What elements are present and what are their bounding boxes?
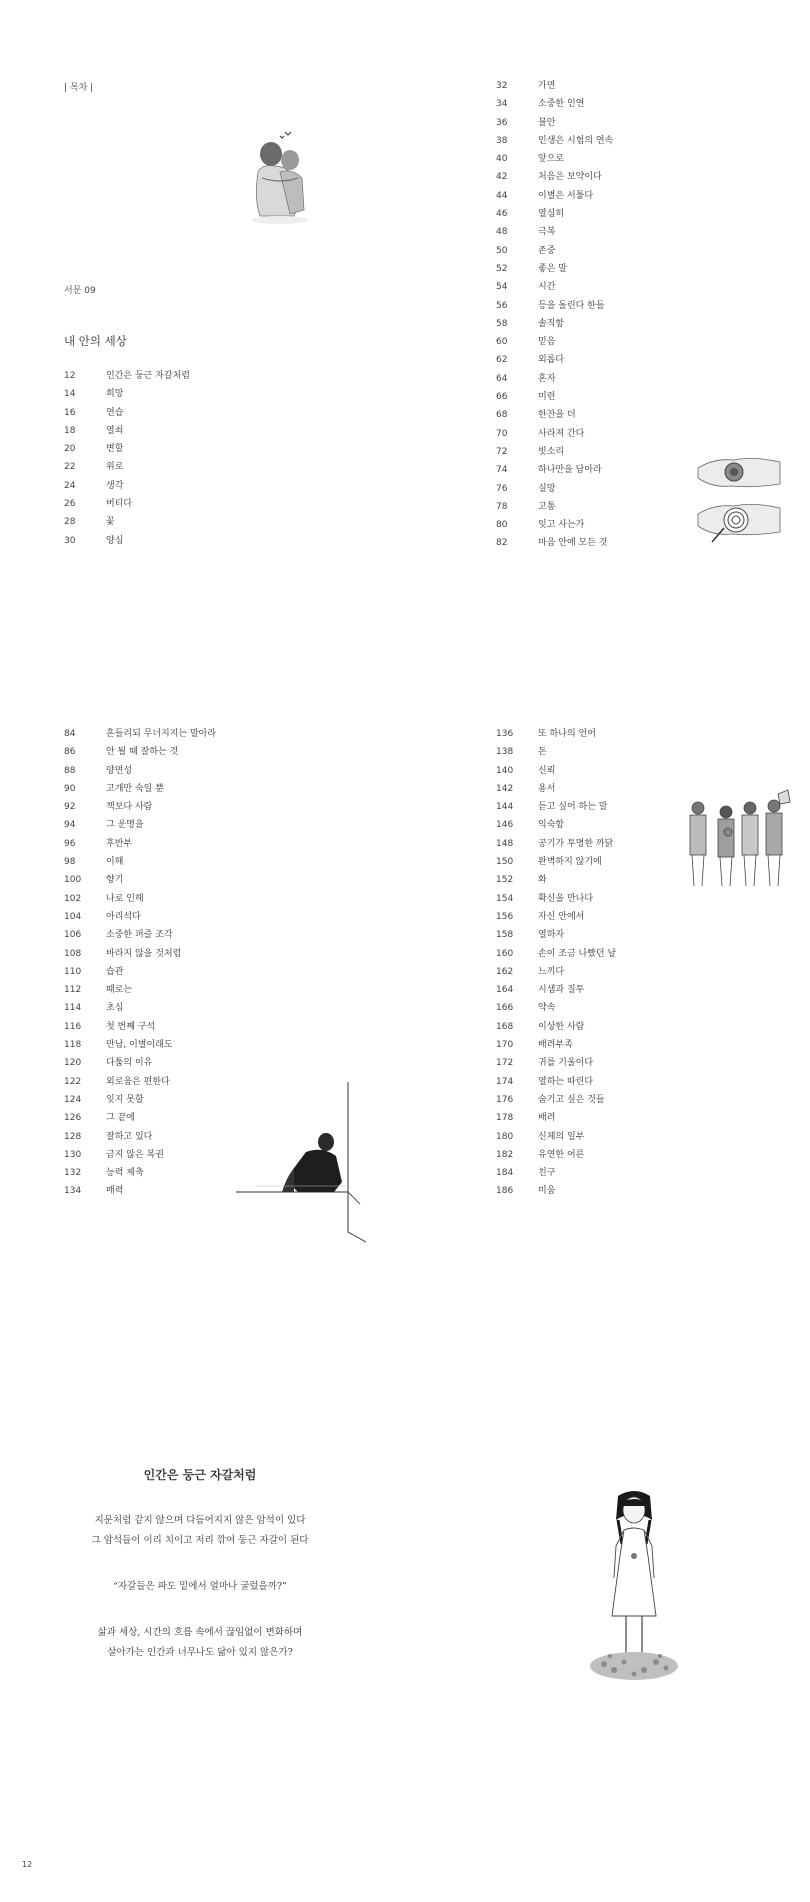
toc-entry bbox=[496, 205, 736, 223]
toc-page-number: 30 bbox=[64, 535, 76, 546]
toc-entry-title: 손이 조금 나빴던 날 bbox=[538, 948, 617, 959]
toc-entry-title: 능력 제축 bbox=[106, 1168, 144, 1179]
hands-holding-objects-illustration bbox=[694, 448, 784, 548]
toc-entry bbox=[496, 278, 736, 296]
toc-page-number: 148 bbox=[496, 838, 514, 849]
toc-page-number: 104 bbox=[64, 911, 82, 922]
toc-entry bbox=[496, 297, 736, 315]
toc-entry bbox=[496, 1164, 736, 1182]
toc-page-number: 132 bbox=[64, 1168, 82, 1179]
toc-page-number: 156 bbox=[496, 911, 514, 922]
toc-entry-title: 인간은 둥근 자갈처럼 bbox=[106, 371, 190, 381]
toc-entry-title: 고통 bbox=[538, 501, 556, 512]
toc-page-number: 18 bbox=[64, 425, 76, 436]
toc-page-number: 144 bbox=[496, 802, 514, 813]
toc-entry-title: 약속 bbox=[538, 1003, 556, 1014]
toc-entry bbox=[64, 1018, 284, 1036]
toc-entry bbox=[496, 981, 736, 999]
toc-page-number: 154 bbox=[496, 893, 514, 904]
toc-page-number: 92 bbox=[64, 802, 76, 813]
toc-entry-title: 극복 bbox=[538, 227, 556, 238]
toc-entry-title: 빗소리 bbox=[538, 446, 565, 457]
toc-entry bbox=[496, 1036, 736, 1054]
toc-page-number: 170 bbox=[496, 1040, 514, 1051]
toc-page-number: 160 bbox=[496, 948, 514, 959]
toc-page-number: 168 bbox=[496, 1021, 514, 1032]
toc-page-number: 180 bbox=[496, 1131, 514, 1142]
hugging-couple-illustration bbox=[240, 128, 320, 228]
toc-entry-title: 혼자 bbox=[538, 373, 556, 384]
toc-entry-title: 마음 안에 모든 것 bbox=[538, 538, 608, 549]
toc-page-number: 184 bbox=[496, 1168, 514, 1179]
toc-page-number: 62 bbox=[496, 355, 508, 366]
toc-entry-title: 바라지 않을 것처럼 bbox=[106, 948, 182, 959]
toc-entry-title: 존중 bbox=[538, 245, 556, 256]
toc-entry bbox=[64, 999, 284, 1017]
toc-page-number: 86 bbox=[64, 747, 76, 758]
toc-page-number: 174 bbox=[496, 1076, 514, 1087]
group-of-men-illustration bbox=[684, 790, 790, 890]
toc-entry-title: 양심 bbox=[106, 535, 124, 546]
toc-entry bbox=[496, 315, 736, 333]
toc-entry-title: 불안 bbox=[538, 117, 556, 128]
toc-entry-title: 잘하고 있다 bbox=[106, 1131, 153, 1142]
toc-entry-title: 아리석다 bbox=[106, 911, 141, 922]
toc-page-number: 100 bbox=[64, 875, 82, 886]
toc-page-number: 176 bbox=[496, 1094, 514, 1105]
toc-entry-title: 나로 인해 bbox=[106, 893, 144, 904]
poem-line-3: “자갈들은 파도 밑에서 얼마나 굴렀을까?” bbox=[113, 1581, 287, 1592]
toc-entry-title: 만남, 이별이래도 bbox=[106, 1040, 173, 1051]
toc-page-number: 26 bbox=[64, 499, 76, 510]
toc-entry bbox=[64, 458, 264, 476]
toc-entry-title: 하나만을 담아라 bbox=[538, 465, 602, 476]
toc-page-number: 16 bbox=[64, 407, 76, 418]
toc-entry bbox=[496, 890, 736, 908]
toc-entry-title: 숨기고 싶은 것들 bbox=[538, 1094, 605, 1105]
toc-entry-title: 습관 bbox=[106, 966, 124, 977]
toc-page-number: 42 bbox=[496, 172, 508, 183]
toc-entry bbox=[64, 798, 284, 816]
toc-page-number: 146 bbox=[496, 820, 514, 831]
toc-page-number: 110 bbox=[64, 966, 82, 977]
toc-page-number: 102 bbox=[64, 893, 82, 904]
toc-entry bbox=[64, 1054, 284, 1072]
toc-entry bbox=[496, 1109, 736, 1127]
toc-page-number: 64 bbox=[496, 373, 508, 384]
poem-title: 인간은 둥근 자갈처럼 bbox=[143, 1468, 257, 1482]
toc-entry bbox=[496, 406, 736, 424]
toc-entry bbox=[496, 370, 736, 388]
toc-entry-title: 등을 돌린다 한들 bbox=[538, 300, 605, 311]
toc-entry-title: 책보다 사람 bbox=[106, 802, 153, 813]
toc-entry-title: 미련 bbox=[538, 392, 556, 403]
toc-entry-title: 이해 bbox=[106, 857, 124, 868]
girl-on-pebbles-illustration bbox=[584, 1486, 684, 1686]
toc-page-number: 106 bbox=[64, 930, 82, 941]
toc-entry bbox=[496, 743, 736, 761]
toc-entry bbox=[64, 926, 284, 944]
toc-entry-title: 소중한 인연 bbox=[538, 99, 585, 110]
toc-entry bbox=[496, 132, 736, 150]
poem-line-4: 삶과 세상, 시간의 흐름 속에서 끊임없이 변화하며 bbox=[97, 1627, 303, 1638]
toc-entry-title: 생각 bbox=[106, 480, 124, 491]
toc-page-number: 90 bbox=[64, 783, 76, 794]
toc-entry bbox=[64, 762, 284, 780]
toc-page-number: 40 bbox=[496, 154, 508, 165]
toc-page-number: 120 bbox=[64, 1058, 82, 1069]
toc-entry bbox=[496, 388, 736, 406]
toc-entry-title: 이별은 서툴다 bbox=[538, 190, 594, 201]
toc-page-number: 96 bbox=[64, 838, 76, 849]
toc-entry bbox=[64, 513, 264, 531]
toc-entry-title: 그 운명을 bbox=[106, 820, 144, 831]
toc-entry-title: 좋은 말 bbox=[538, 263, 567, 274]
toc-page-number: 122 bbox=[64, 1076, 82, 1087]
toc-page-number: 128 bbox=[64, 1131, 82, 1142]
toc-entry-title: 공기가 투명한 까닭 bbox=[538, 838, 614, 849]
toc-page-number: 72 bbox=[496, 446, 508, 457]
toc-entry-title: 다툼의 이유 bbox=[106, 1058, 153, 1069]
toc-page-number: 58 bbox=[496, 318, 508, 329]
toc-entry-title: 돈 bbox=[538, 747, 547, 758]
toc-page-number: 130 bbox=[64, 1149, 82, 1160]
toc-entry-title: 익숙함 bbox=[538, 820, 565, 831]
toc-entry-title: 이상한 사람 bbox=[538, 1021, 585, 1032]
toc-entry-title: 희망 bbox=[106, 389, 124, 400]
toc-entry-title: 금지 않은 복권 bbox=[106, 1149, 164, 1160]
toc-entry bbox=[64, 835, 284, 853]
toc-page-number: 134 bbox=[64, 1186, 82, 1197]
toc-entry-title: 솔직함 bbox=[538, 318, 565, 329]
toc-entry bbox=[64, 945, 284, 963]
toc-page-number: 136 bbox=[496, 729, 514, 739]
toc-entry bbox=[496, 762, 736, 780]
toc-page-number: 178 bbox=[496, 1113, 514, 1124]
toc-entry-title: 후반부 bbox=[106, 838, 133, 849]
toc-entry-title: 인생은 시험의 연속 bbox=[538, 135, 614, 146]
toc-entry-title: 화 bbox=[538, 875, 547, 886]
toc-page-number: 48 bbox=[496, 227, 508, 238]
toc-entry-title: 연습 bbox=[106, 407, 124, 418]
toc-page-number: 112 bbox=[64, 985, 82, 996]
toc-entry-title: 또 하나의 언어 bbox=[538, 729, 596, 739]
toc-entry-title: 확신을 만나다 bbox=[538, 893, 594, 904]
toc-entry bbox=[496, 150, 736, 168]
toc-page-number: 54 bbox=[496, 282, 508, 293]
toc-entry-title: 배려 bbox=[538, 1113, 556, 1124]
toc-entry bbox=[64, 495, 264, 513]
toc-entry-title: 열심히 bbox=[538, 209, 565, 220]
toc-page-number: 88 bbox=[64, 765, 76, 776]
toc-entry bbox=[496, 1073, 736, 1091]
toc-entry-title: 버티다 bbox=[106, 499, 133, 510]
toc-page-number: 60 bbox=[496, 337, 508, 348]
toc-entry-title: 믿음 bbox=[538, 337, 556, 348]
toc-entry-title: 신체의 일부 bbox=[538, 1131, 585, 1142]
toc-page-number: 38 bbox=[496, 135, 508, 146]
toc-entry-title: 느끼다 bbox=[538, 966, 565, 977]
toc-page-number: 66 bbox=[496, 392, 508, 403]
toc-entry-title: 잊지 못할 bbox=[106, 1094, 144, 1105]
toc-page-number: 166 bbox=[496, 1003, 514, 1014]
toc-page-number: 186 bbox=[496, 1186, 514, 1197]
toc-header-label: | 목차 | bbox=[64, 83, 94, 93]
toc-entry-title: 그 끝에 bbox=[106, 1113, 135, 1124]
toc-page-number: 94 bbox=[64, 820, 76, 831]
toc-page-number: 142 bbox=[496, 783, 514, 794]
toc-page-number: 172 bbox=[496, 1058, 514, 1069]
toc-page-number: 84 bbox=[64, 729, 76, 739]
toc-entry bbox=[64, 367, 264, 385]
toc-entry bbox=[64, 532, 264, 550]
toc-entry-title: 열하자 bbox=[538, 930, 565, 941]
poem-line-5: 살아가는 인간과 너무나도 닮아 있지 않은가? bbox=[107, 1647, 293, 1658]
toc-entry-title: 미움 bbox=[538, 1186, 556, 1197]
toc-entry bbox=[496, 95, 736, 113]
toc-page-number: 70 bbox=[496, 428, 508, 439]
toc-entry bbox=[496, 223, 736, 241]
toc-page-number: 162 bbox=[496, 966, 514, 977]
toc-entry-title: 고개만 숙일 뿐 bbox=[106, 783, 164, 794]
toc-page-number: 50 bbox=[496, 245, 508, 256]
toc-page-number: 20 bbox=[64, 444, 76, 455]
sitting-figure-corner-illustration bbox=[236, 1082, 366, 1242]
toc-page-number: 150 bbox=[496, 857, 514, 868]
page-number: 12 bbox=[22, 1860, 33, 1869]
toc-entry-title: 향기 bbox=[106, 875, 124, 886]
toc-entry bbox=[496, 1128, 736, 1146]
toc-entry bbox=[64, 440, 264, 458]
toc-entry bbox=[64, 816, 284, 834]
toc-entry-title: 외로움은 편한다 bbox=[106, 1076, 170, 1087]
toc-entry-title: 시샘과 질투 bbox=[538, 985, 585, 996]
toc-page-number: 14 bbox=[64, 389, 76, 400]
toc-entry-title: 초심 bbox=[106, 1003, 124, 1014]
toc-entry-title: 위로 bbox=[106, 462, 124, 473]
toc-page-number: 82 bbox=[496, 538, 508, 549]
toc-entry-title: 외롭다 bbox=[538, 355, 565, 366]
toc-page-number: 36 bbox=[496, 117, 508, 128]
toc-entry bbox=[496, 945, 736, 963]
toc-entry bbox=[64, 853, 284, 871]
toc-entry bbox=[496, 351, 736, 369]
toc-entry bbox=[64, 963, 284, 981]
toc-entry-title: 신뢰 bbox=[538, 765, 556, 776]
toc-entry bbox=[64, 871, 284, 889]
toc-entry-title: 첫 번째 구석 bbox=[106, 1021, 156, 1032]
toc-entry-title: 실망 bbox=[538, 483, 556, 494]
toc-page-number: 78 bbox=[496, 501, 508, 512]
toc-entry bbox=[496, 963, 736, 981]
toc-entry bbox=[496, 926, 736, 944]
toc-entry bbox=[496, 1146, 736, 1164]
toc-entry-title: 사라져 간다 bbox=[538, 428, 585, 439]
preface-label: 서문 09 bbox=[64, 286, 96, 296]
toc-page-number: 52 bbox=[496, 263, 508, 274]
toc-page-number: 126 bbox=[64, 1113, 82, 1124]
toc-entry bbox=[496, 1091, 736, 1109]
toc-entry-title: 양면성 bbox=[106, 765, 133, 776]
toc-entry-title: 흔들리되 무너지지는 말아라 bbox=[106, 729, 217, 739]
toc-entry bbox=[496, 725, 736, 743]
toc-page-number: 124 bbox=[64, 1094, 82, 1105]
toc-entry-title: 처음은 보약이다 bbox=[538, 172, 602, 183]
toc-entry bbox=[496, 77, 736, 95]
toc-entry bbox=[496, 168, 736, 186]
toc-entry bbox=[64, 981, 284, 999]
toc-entry-title: 친구 bbox=[538, 1168, 556, 1179]
toc-page-number: 108 bbox=[64, 948, 82, 959]
toc-page-number: 116 bbox=[64, 1021, 82, 1032]
toc-entry-title: 완벽하지 않기에 bbox=[538, 857, 602, 868]
toc-entry bbox=[64, 404, 264, 422]
toc-column-1 bbox=[64, 367, 264, 550]
toc-page-number: 12 bbox=[64, 371, 76, 381]
toc-page-number: 46 bbox=[496, 209, 508, 220]
toc-entry bbox=[64, 780, 284, 798]
toc-entry-title: 열쇠 bbox=[106, 425, 124, 436]
toc-entry bbox=[64, 890, 284, 908]
toc-entry bbox=[496, 1054, 736, 1072]
toc-page-number: 138 bbox=[496, 747, 514, 758]
toc-entry bbox=[496, 908, 736, 926]
toc-page-number: 44 bbox=[496, 190, 508, 201]
toc-page-number: 152 bbox=[496, 875, 514, 886]
toc-entry bbox=[64, 477, 264, 495]
toc-page-number: 118 bbox=[64, 1040, 82, 1051]
toc-page-number: 22 bbox=[64, 462, 76, 473]
toc-entry bbox=[496, 999, 736, 1017]
toc-entry-title: 꽃 bbox=[106, 517, 115, 528]
toc-entry-title: 때로는 bbox=[106, 985, 133, 996]
toc-entry bbox=[64, 725, 284, 743]
toc-entry-title: 잊고 사는가 bbox=[538, 520, 585, 531]
toc-page-number: 76 bbox=[496, 483, 508, 494]
toc-entry-title: 유연한 어른 bbox=[538, 1149, 585, 1160]
toc-entry bbox=[496, 333, 736, 351]
toc-entry-title: 자신 안에서 bbox=[538, 911, 585, 922]
toc-entry-title: 매력 bbox=[106, 1186, 124, 1197]
toc-entry-title: 안 될 때 잘하는 것 bbox=[106, 747, 179, 758]
toc-page-number: 32 bbox=[496, 81, 508, 91]
toc-page-number: 98 bbox=[64, 857, 76, 868]
toc-page-number: 182 bbox=[496, 1149, 514, 1160]
toc-entry bbox=[64, 422, 264, 440]
toc-page-number: 68 bbox=[496, 410, 508, 421]
toc-entry-title: 소중한 퍼즐 조각 bbox=[106, 930, 173, 941]
toc-entry bbox=[496, 242, 736, 260]
toc-entry bbox=[496, 114, 736, 132]
toc-entry-title: 듣고 싶어 하는 말 bbox=[538, 802, 608, 813]
toc-entry-title: 시간 bbox=[538, 282, 556, 293]
toc-entry bbox=[64, 385, 264, 403]
toc-entry-title: 배려부족 bbox=[538, 1040, 573, 1051]
toc-page-number: 164 bbox=[496, 985, 514, 996]
toc-entry bbox=[496, 1018, 736, 1036]
toc-page-number: 56 bbox=[496, 300, 508, 311]
toc-entry-title: 열하는 따린다 bbox=[538, 1076, 594, 1087]
toc-entry bbox=[64, 1036, 284, 1054]
toc-entry-title: 용서 bbox=[538, 783, 556, 794]
toc-page-number: 24 bbox=[64, 480, 76, 491]
toc-entry-title: 앞으로 bbox=[538, 154, 565, 165]
toc-entry-title: 변할 bbox=[106, 444, 124, 455]
toc-entry-title: 가면 bbox=[538, 81, 556, 91]
toc-page-number: 74 bbox=[496, 465, 508, 476]
toc-page-number: 158 bbox=[496, 930, 514, 941]
toc-page-number: 28 bbox=[64, 517, 76, 528]
toc-entry-title: 귀를 기울이다 bbox=[538, 1058, 594, 1069]
poem-line-1: 지문처럼 같지 않으며 다듬어지지 않은 암석이 있다 bbox=[94, 1515, 306, 1526]
toc-entry bbox=[64, 908, 284, 926]
toc-entry bbox=[64, 743, 284, 761]
toc-entry bbox=[496, 187, 736, 205]
toc-page-number: 34 bbox=[496, 99, 508, 110]
toc-entry bbox=[496, 1182, 736, 1200]
section-title: 내 안의 세상 bbox=[64, 334, 127, 348]
toc-page-number: 140 bbox=[496, 765, 514, 776]
toc-entry bbox=[496, 425, 736, 443]
toc-entry-title: 한잔을 더 bbox=[538, 410, 576, 421]
toc-page-number: 80 bbox=[496, 520, 508, 531]
poem-line-2: 그 암석들이 이리 치이고 저리 깎여 둥근 자갈이 된다 bbox=[91, 1535, 309, 1546]
toc-entry bbox=[496, 260, 736, 278]
toc-page-number: 114 bbox=[64, 1003, 82, 1014]
